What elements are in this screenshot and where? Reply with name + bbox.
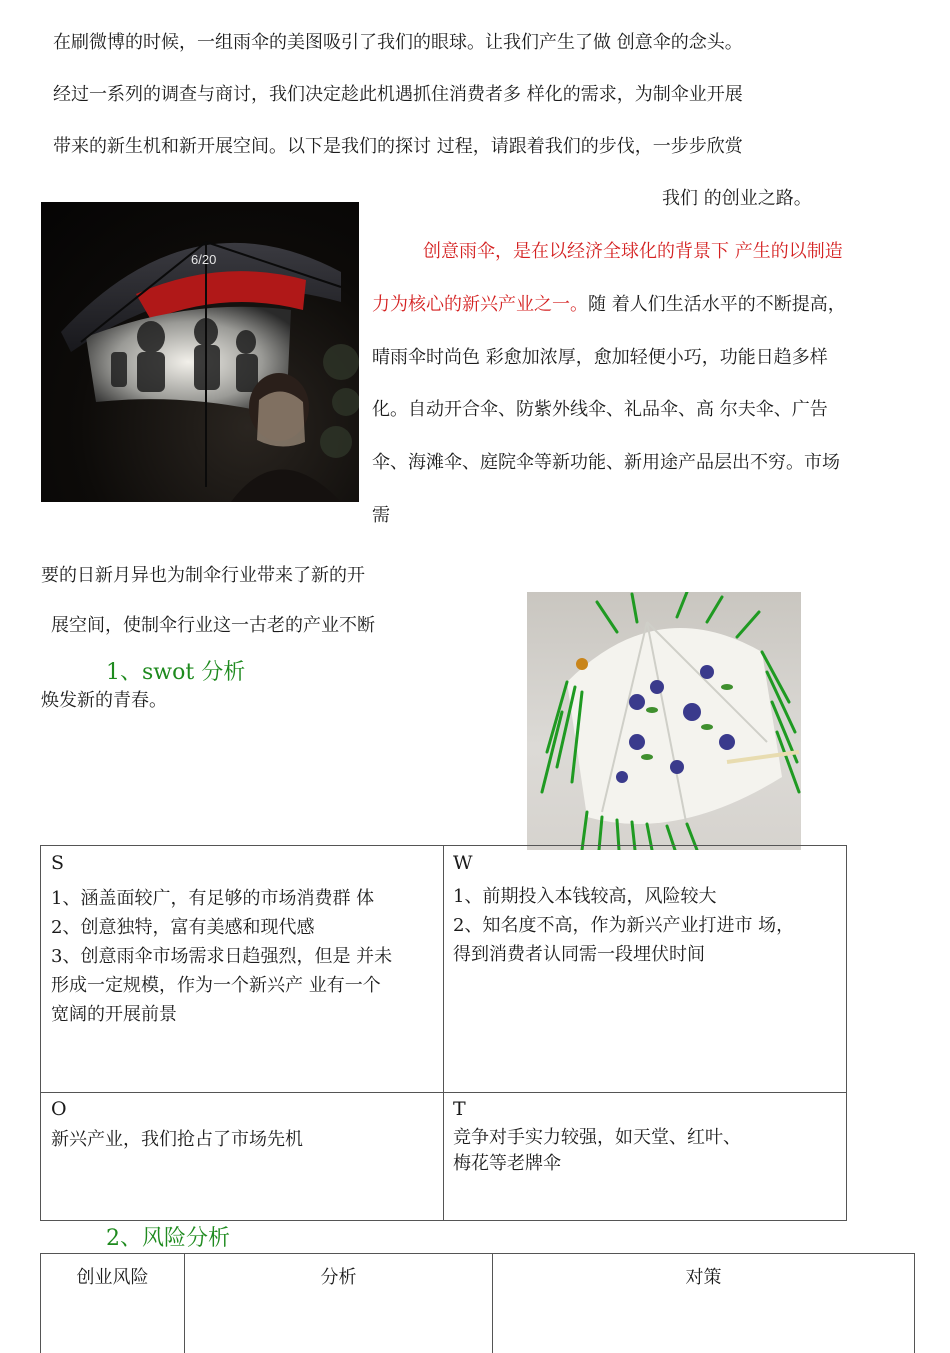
swot-letter-t: T (453, 1098, 466, 1120)
body-line-5: 伞、海滩伞、庭院伞等新功能、新用途产品层出不穷。市场 (372, 452, 840, 473)
swot-s-item: 形成一定规模，作为一个新兴产 业有一个 (51, 975, 381, 996)
swot-o-item: 新兴产业，我们抢占了市场先机 (51, 1129, 303, 1150)
body-line-2 (372, 293, 846, 317)
swot-cell-s (51, 850, 392, 1029)
swot-cell-w (453, 850, 794, 969)
swot-cell-o (51, 1096, 303, 1154)
swot-letter-o: O (51, 1098, 67, 1120)
umbrella-projection-photo (41, 202, 359, 502)
body-line-6: 需 (372, 505, 390, 526)
body-line-2-rest: 随 着人们生活水平的不断提高， (588, 294, 846, 315)
body-line-3: 晴雨伞时尚色 彩愈加浓厚，愈加轻便小巧，功能日趋多样 (372, 347, 828, 368)
intro-line-2: 经过一系列的调查与商讨，我们决定趁此机遇抓住消费者多 样化的需求，为制伞业开展 (53, 84, 743, 105)
swot-divider-vertical (443, 846, 444, 1220)
body-line-9: 焕发新的青春。 (41, 690, 167, 711)
swot-w-item: 得到消费者认同需一段埋伏时间 (453, 944, 705, 965)
swot-s-item: 宽阔的开展前景 (51, 1004, 177, 1025)
swot-w-item: 1、前期投入本钱较高，风险较大 (453, 886, 717, 907)
swot-s-item: 1、涵盖面较广，有足够的市场消费群 体 (51, 888, 375, 909)
swot-t-item: 竞争对手实力较强，如天堂、红叶、 (453, 1127, 741, 1148)
umbrella-date-text: 6/20 (191, 252, 217, 267)
intro-line-1: 在刷微博的时候，一组雨伞的美图吸引了我们的眼球。让我们产生了做 创意伞的念头。 (53, 32, 743, 53)
intro-line-3: 带来的新生机和新开展空间。以下是我们的探讨 过程，请跟着我们的步伐，一步步欣赏 (53, 136, 743, 157)
grass-umbrella-illustration (527, 592, 801, 850)
swot-divider-horizontal (41, 1092, 846, 1093)
grass-umbrella-photo (527, 592, 801, 850)
risk-header-countermeasure: 对策 (685, 1267, 722, 1288)
body-line-4: 化。自动开合伞、防紫外线伞、礼品伞、高 尔夫伞、广告 (372, 399, 828, 420)
swot-letter-w: W (453, 852, 473, 874)
risk-table (40, 1253, 915, 1353)
body-line-7: 要的日新月异也为制伞行业带来了新的开 (41, 565, 365, 586)
swot-heading: 1、swot 分析 (106, 660, 246, 685)
risk-header-risk: 创业风险 (76, 1267, 149, 1288)
swot-t-item: 梅花等老牌伞 (453, 1153, 561, 1174)
body-red-line-2: 力为核心的新兴产业之一。 (372, 294, 588, 315)
swot-letter-s: S (51, 852, 65, 874)
swot-cell-t (453, 1096, 741, 1177)
swot-s-item: 2、创意独特，富有美感和现代感 (51, 917, 315, 938)
swot-table (40, 845, 847, 1221)
risk-heading: 2、风险分析 (106, 1226, 230, 1251)
risk-header-analysis: 分析 (320, 1267, 357, 1288)
swot-w-item: 2、知名度不高，作为新兴产业打进市 场， (453, 915, 795, 936)
umbrella-projection-illustration (41, 202, 359, 502)
body-line-8: 展空间，使制伞行业这一古老的产业不断 (51, 615, 375, 636)
swot-s-item: 3、创意雨伞市场需求日趋强烈，但是 并未 (51, 946, 393, 967)
body-red-line-1: 创意雨伞，是在以经济全球化的背景下 产生的以制造 (423, 241, 843, 262)
intro-line-4: 我们 的创业之路。 (662, 188, 812, 209)
